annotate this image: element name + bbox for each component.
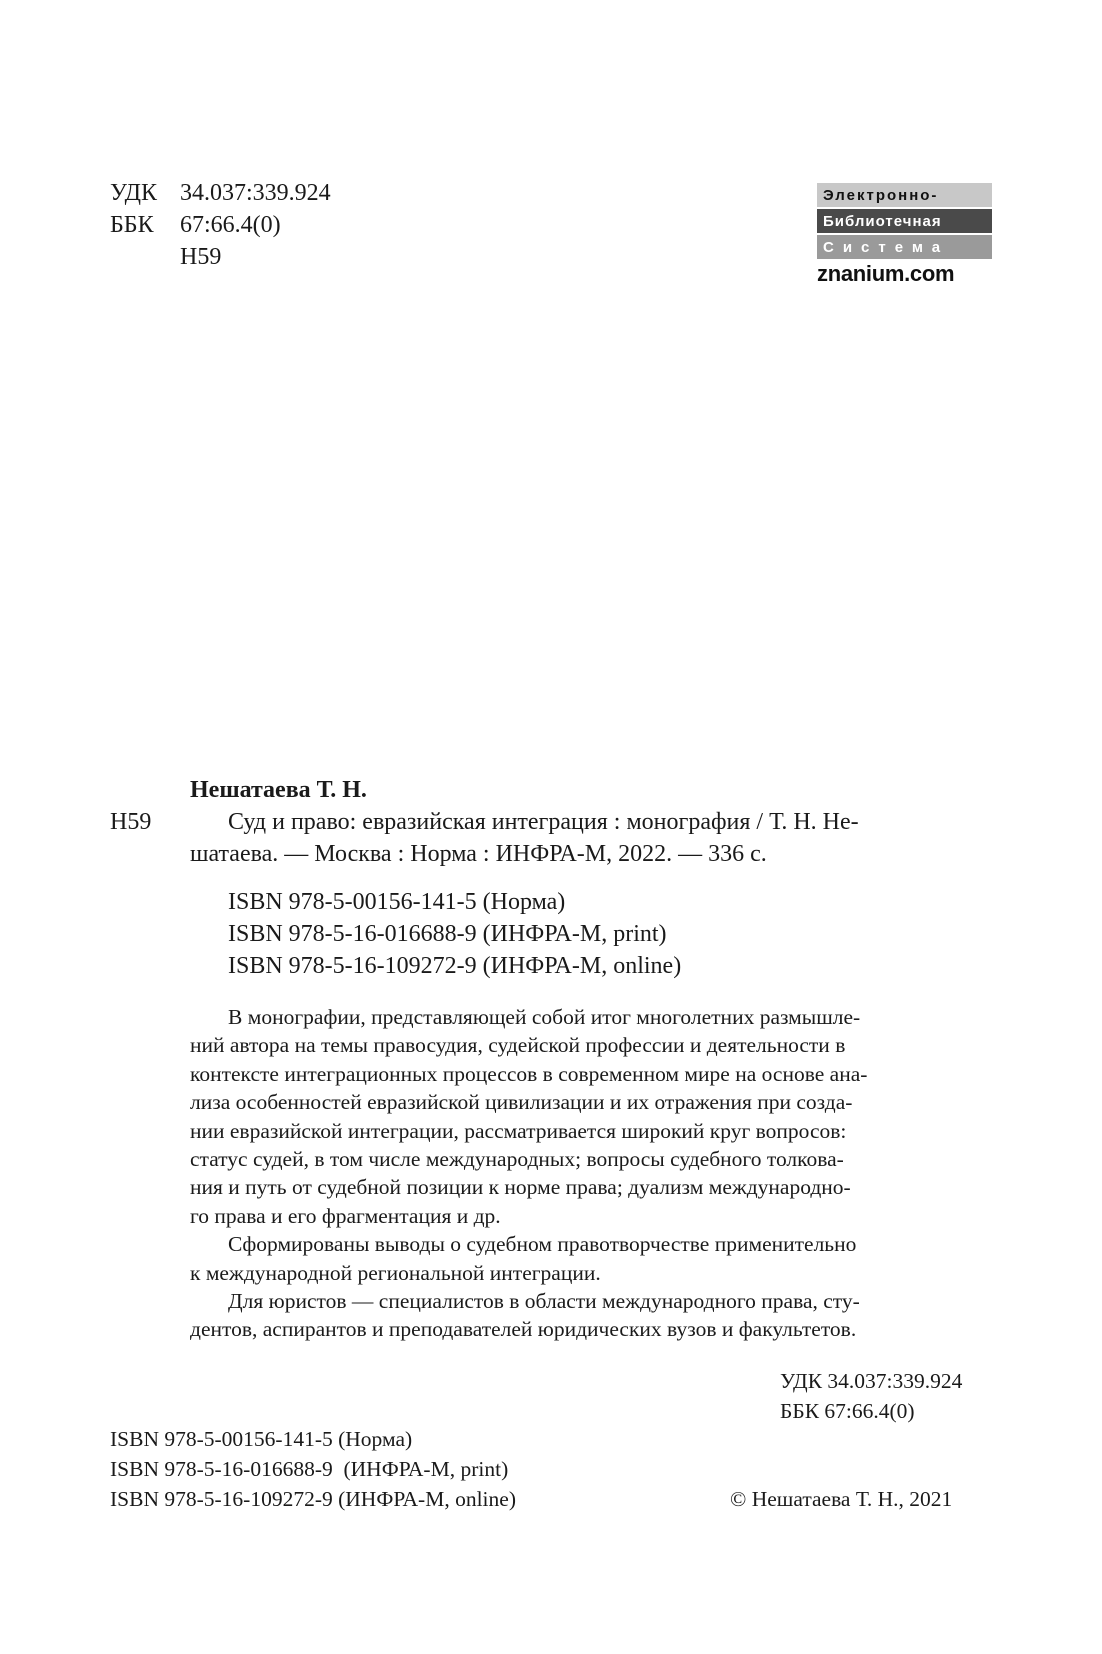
bbk-label: ББК [110,212,154,238]
znanium-logo [817,183,992,287]
logo-site: znanium.com [817,261,955,286]
entry-isbn-list [228,886,681,982]
abstract [190,1003,867,1344]
entry-code: Н59 [110,809,152,835]
udk-row [110,177,331,209]
author-mark-row [110,241,331,273]
abstract-line: дентов, аспирантов и преподавателей юридических вузов и факультетов. [190,1317,857,1342]
isbn-line: ISBN 978-5-16-109272-9 (ИНФРА-М, online) [228,953,682,979]
udk-bottom: УДК 34.037:339.924 [780,1369,963,1393]
bbk-row [110,209,331,241]
bbk-value: 67:66.4(0) [180,212,281,238]
isbn-bottom-line: ISBN 978-5-16-109272-9 (ИНФРА-М, online) [110,1487,516,1511]
isbn-line: ISBN 978-5-00156-141-5 (Норма) [228,889,566,915]
abstract-line: В монографии, представляющей собой итог многолетних размышле- [228,1005,861,1029]
abstract-line: Сформированы выводы о судебном правотворчестве применительно [228,1232,857,1257]
abstract-line: контексте интеграционных процессов в современном мире на основе ана- [190,1061,868,1086]
logo-band-2: Библиотечная [817,209,992,233]
abstract-line: ния и путь от судебной позиции к норме права; дуализм международно- [190,1175,851,1200]
description-line: шатаева. — Москва : Норма : ИНФРА-М, 2022. — 336 с. [190,841,767,867]
author-heading: Нешатаева Т. Н. [190,777,367,803]
classification-top [110,177,331,273]
copyright: © Нешатаева Т. Н., 2021 [730,1487,953,1511]
bbk-bottom: ББК 67:66.4(0) [780,1399,915,1423]
logo-band-3: Система [817,235,992,259]
abstract-line: к международной региональной интеграции. [190,1260,601,1285]
isbn-bottom-line: ISBN 978-5-00156-141-5 (Норма) [110,1427,413,1451]
udk-value: 34.037:339.924 [180,180,331,206]
isbn-bottom-line: ISBN 978-5-16-016688-9 (ИНФРА-М, print) [110,1457,509,1481]
abstract-line: го права и его фрагментация и др. [190,1203,501,1228]
udk-label: УДК [110,180,157,206]
abstract-line: ний автора на темы правосудия, судейской профессии и деятельности в [190,1033,846,1058]
entry-description [190,806,859,870]
abstract-line: Для юристов — специалистов в области международного права, сту- [228,1289,860,1314]
author-mark: Н59 [180,244,222,270]
isbn-line: ISBN 978-5-16-016688-9 (ИНФРА-М, print) [228,921,667,947]
logo-band-1: Электронно- [817,183,992,207]
description-line: Суд и право: евразийская интеграция : монография / Т. Н. Не- [228,809,859,835]
abstract-line: лиза особенностей евразийской цивилизации и их отражения при созда- [190,1090,853,1115]
classification-bottom [780,1366,962,1426]
abstract-line: нии евразийской интеграции, рассматривается широкий круг вопросов: [190,1118,847,1143]
abstract-line: статус судей, в том числе международных; вопросы судебного толкова- [190,1147,844,1172]
isbn-bottom-list [110,1424,516,1514]
